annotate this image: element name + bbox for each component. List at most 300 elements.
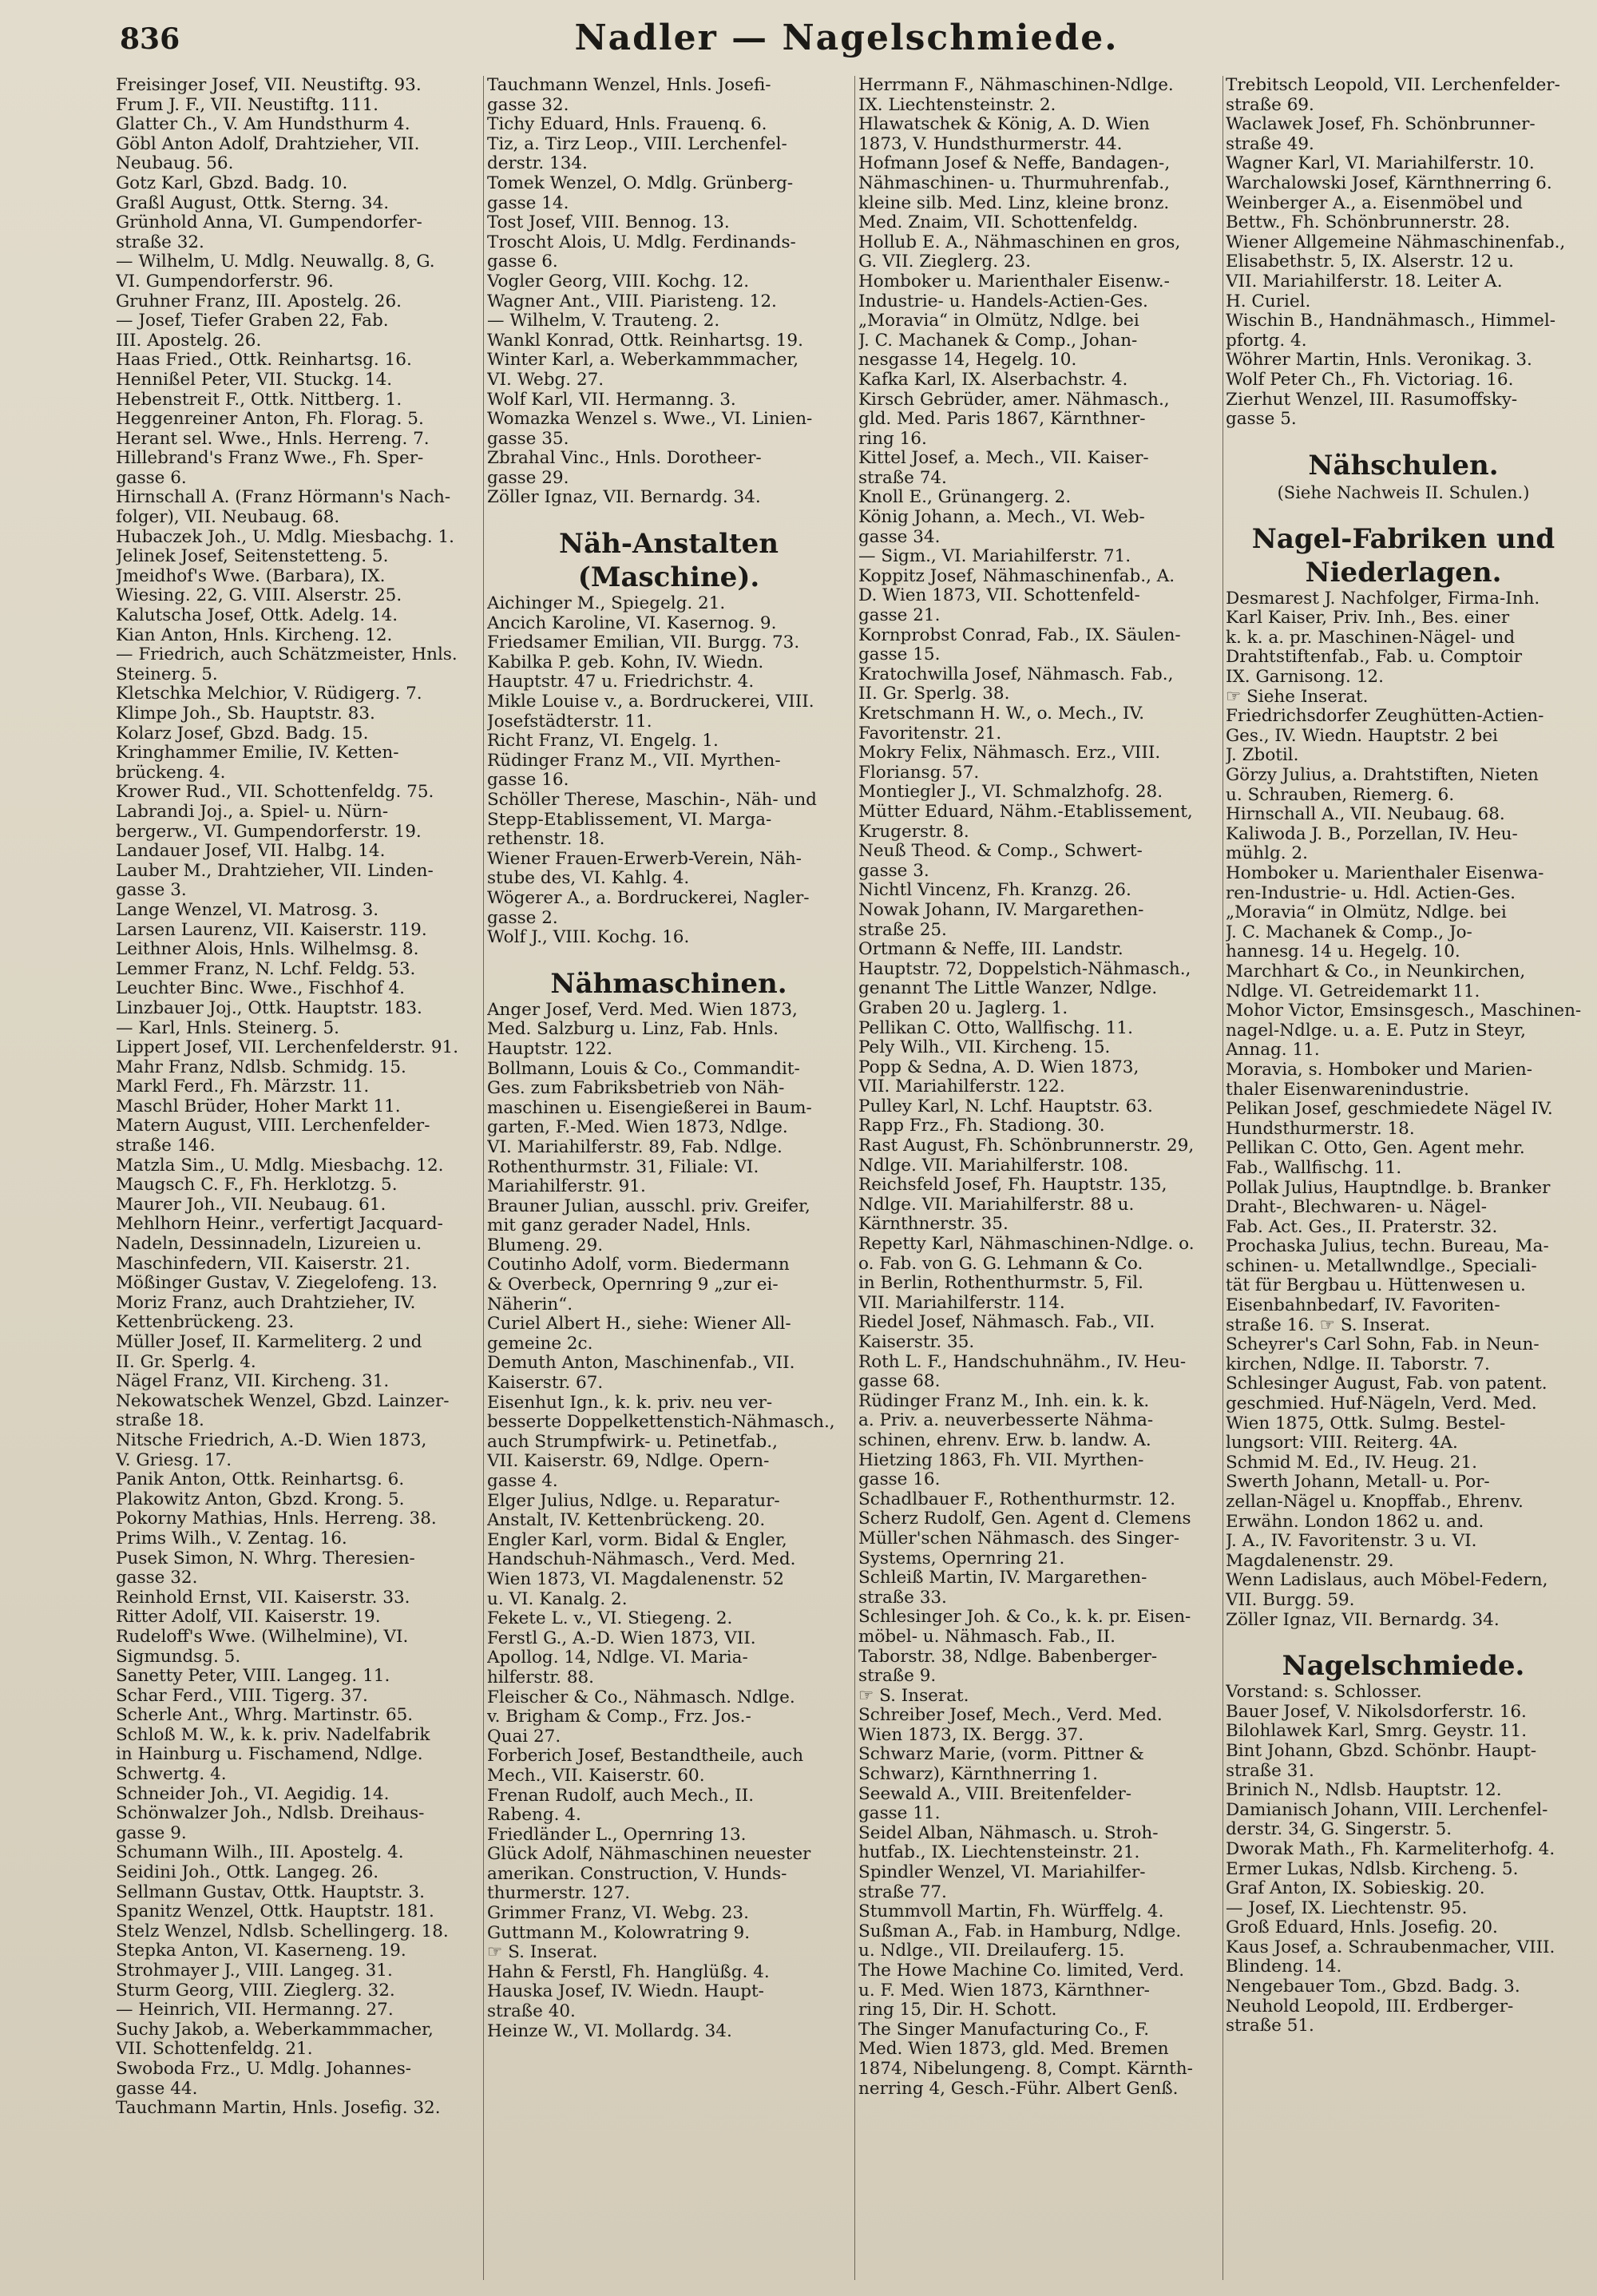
directory-entry-line: gasse 2. — [487, 908, 558, 928]
directory-entry-line: gasse 6. — [487, 252, 558, 272]
directory-entry-line: Kratochwilla Josef, Nähmasch. Fab., — [858, 664, 1174, 684]
directory-entry-line: ring 15, Dir. H. Schott. — [858, 2001, 1057, 2020]
directory-entry-line: VI. Webg. 27. — [487, 370, 604, 390]
directory-entry-line: Demuth Anton, Maschinenfab., VII. — [487, 1354, 795, 1374]
directory-entry-line: Reichsfeld Josef, Fh. Hauptstr. 135, — [858, 1176, 1167, 1196]
directory-entry-line: Taborstr. 38, Ndlge. Babenberger- — [858, 1647, 1158, 1667]
directory-entry-line: Graßl August, Ottk. Sterng. 34. — [116, 193, 390, 213]
directory-entry-line: Seewald A., VIII. Breitenfelder- — [858, 1784, 1132, 1804]
directory-entry-line: Plakowitz Anton, Gbzd. Krong. 5. — [116, 1489, 405, 1509]
directory-entry-line: Nengebauer Tom., Gbzd. Badg. 3. — [1226, 1977, 1520, 1997]
directory-entry-line: Swoboda Frz., U. Mdlg. Johannes- — [116, 2059, 412, 2079]
directory-entry-line: Stepp-Etablissement, VI. Marga- — [487, 810, 772, 830]
section-heading: Nagelschmiede. — [1282, 1650, 1525, 1683]
directory-entry-line: straße 33. — [858, 1588, 947, 1608]
directory-entry-line: bergerw., VI. Gumpendorferstr. 19. — [116, 822, 422, 842]
directory-entry-line: gasse 32. — [487, 95, 569, 115]
directory-entry-line: Müller'schen Nähmasch. des Singer- — [858, 1529, 1179, 1549]
directory-entry-line: Homboker u. Marienthaler Eisenwa- — [1226, 864, 1544, 883]
directory-entry-line: Industrie- u. Handels-Actien-Ges. — [858, 291, 1148, 311]
directory-entry-line: Wenn Ladislaus, auch Möbel-Federn, — [1226, 1571, 1548, 1591]
directory-entry-line: J. A., IV. Favoritenstr. 3 u. VI. — [1226, 1532, 1477, 1552]
directory-entry-line: Ndlge. VI. Getreidemarkt 11. — [1226, 981, 1480, 1001]
directory-entry-line: 1873, V. Hundsthurmerstr. 44. — [858, 134, 1123, 154]
directory-entry-line: Spanitz Wenzel, Ottk. Hauptstr. 181. — [116, 1902, 434, 1922]
directory-entry-line: VI. Mariahilferstr. 89, Fab. Ndlge. — [487, 1137, 783, 1157]
directory-entry-line: genannt The Little Wanzer, Ndlge. — [858, 979, 1158, 999]
directory-entry-line: Grünhold Anna, VI. Gumpendorfer- — [116, 213, 422, 233]
directory-entry-line: Glatter Ch., V. Am Hundsthurm 4. — [116, 115, 410, 135]
directory-entry-line: Engler Karl, vorm. Bidal & Engler, — [487, 1530, 787, 1550]
directory-entry-line: Knoll E., Grünangerg. 2. — [858, 488, 1072, 508]
directory-entry-line: Krugerstr. 8. — [858, 822, 969, 842]
directory-entry-line: Moravia, s. Homboker und Marien- — [1226, 1060, 1533, 1080]
directory-entry-line: Herrmann F., Nähmaschinen-Ndlge. — [858, 76, 1174, 95]
directory-entry-line: 1874, Nibelungeng. 8, Compt. Kärnth- — [858, 2059, 1193, 2079]
directory-entry-line: Näherin“. — [487, 1295, 573, 1315]
directory-entry-line: Friedländer L., Opernring 13. — [487, 1825, 747, 1845]
directory-entry-line: Drahtstiftenfab., Fab. u. Comptoir — [1226, 648, 1523, 668]
directory-entry-line: Wien 1873, VI. Magdalenenstr. 52 — [487, 1569, 784, 1589]
directory-entry-line: Dworak Math., Fh. Karmeliterhofg. 4. — [1226, 1839, 1555, 1859]
directory-entry-line: Schwarz), Kärnthnerring 1. — [858, 1765, 1098, 1785]
directory-entry-line: Maurer Joh., VII. Neubaug. 61. — [116, 1195, 386, 1215]
directory-entry-line: Rast August, Fh. Schönbrunnerstr. 29, — [858, 1136, 1195, 1156]
directory-entry-line: Vogler Georg, VIII. Kochg. 12. — [487, 272, 750, 291]
directory-entry-line: Kringhammer Emilie, IV. Ketten- — [116, 744, 399, 763]
directory-entry-line: in Berlin, Rothenthurmstr. 5, Fil. — [858, 1274, 1143, 1294]
directory-entry-line: Ermer Lukas, Ndlsb. Kircheng. 5. — [1226, 1859, 1519, 1879]
directory-entry-line: Zierhut Wenzel, III. Rasumoffsky- — [1226, 390, 1518, 410]
directory-entry-line: Hauptstr. 47 u. Friedrichstr. 4. — [487, 672, 755, 692]
directory-entry-line: Hauptstr. 72, Doppelstich-Nähmasch., — [858, 959, 1191, 979]
directory-entry-line: Erwähn. London 1862 u. and. — [1226, 1512, 1484, 1532]
directory-entry-line: Brauner Julian, ausschl. priv. Greifer, — [487, 1196, 810, 1216]
directory-entry-line: Moriz Franz, auch Drahtzieher, IV. — [116, 1293, 416, 1313]
directory-entry-line: Haas Fried., Ottk. Reinhartsg. 16. — [116, 351, 412, 371]
directory-entry-line: Magdalenenstr. 29. — [1226, 1551, 1394, 1571]
section-note: (Siehe Nachweis II. Schulen.) — [1277, 482, 1530, 502]
directory-entry-line: gasse 35. — [487, 429, 569, 449]
column-3 — [858, 76, 1222, 2280]
directory-entry-line: Richt Franz, VI. Engelg. 1. — [487, 732, 719, 751]
directory-entry-line: straße 77. — [858, 1882, 947, 1902]
directory-entry-line: Maugsch C. F., Fh. Herklotzg. 5. — [116, 1176, 398, 1196]
directory-entry-line: Eisenhut Ign., k. k. priv. neu ver- — [487, 1393, 773, 1413]
directory-entry-line: Kaiserstr. 35. — [858, 1333, 975, 1352]
directory-entry-line: Lauber M., Drahtzieher, VII. Linden- — [116, 861, 434, 881]
directory-entry-line: Hirnschall A., VII. Neubaug. 68. — [1226, 805, 1505, 825]
directory-entry-line: Blindeng. 14. — [1226, 1957, 1342, 1977]
directory-entry-line: Bettw., Fh. Schönbrunnerstr. 28. — [1226, 213, 1511, 233]
directory-entry-line: Schwarz Marie, (vorm. Pittner & — [858, 1745, 1144, 1765]
directory-entry-line: Forberich Josef, Bestandtheile, auch — [487, 1747, 804, 1767]
directory-columns — [116, 76, 1581, 2280]
section-heading: Nähschulen. — [1308, 449, 1499, 482]
directory-entry-line: derstr. 134. — [487, 154, 588, 174]
directory-entry-line: Frum J. F., VII. Neustiftg. 111. — [116, 95, 378, 115]
directory-entry-line: Wiener Frauen-Erwerb-Verein, Näh- — [487, 849, 802, 869]
directory-entry-line: Seidini Joh., Ottk. Langeg. 26. — [116, 1863, 379, 1883]
directory-entry-line: Wöhrer Martin, Hnls. Veronikag. 3. — [1226, 351, 1532, 371]
directory-entry-line: Tauchmann Martin, Hnls. Josefig. 32. — [116, 2099, 441, 2119]
directory-entry-line: Ancich Karoline, VI. Kasernog. 9. — [487, 613, 777, 633]
directory-entry-line: Ndlge. VII. Mariahilferstr. 108. — [858, 1156, 1129, 1176]
directory-entry-line: D. Wien 1873, VII. Schottenfeld- — [858, 586, 1140, 606]
directory-entry-line: Draht-, Blechwaren- u. Nägel- — [1226, 1198, 1487, 1218]
directory-entry-line: Anstalt, IV. Kettenbrückeng. 20. — [487, 1511, 766, 1531]
directory-entry-line: Wagner Ant., VIII. Piaristeng. 12. — [487, 291, 777, 311]
directory-entry-line: Groß Eduard, Hnls. Josefig. 20. — [1226, 1918, 1498, 1938]
directory-entry-line: Neubaug. 56. — [116, 154, 234, 174]
directory-entry-line: Freisinger Josef, VII. Neustiftg. 93. — [116, 76, 422, 95]
directory-entry-line: Larsen Laurenz, VII. Kaiserstr. 119. — [116, 920, 427, 940]
directory-entry-line: Hennißel Peter, VII. Stuckg. 14. — [116, 370, 393, 390]
directory-entry-line: Schumann Wilh., III. Apostelg. 4. — [116, 1843, 404, 1863]
directory-entry-line: o. Fab. von G. G. Lehmann & Co. — [858, 1254, 1143, 1274]
directory-entry-line: — Wilhelm, U. Mdlg. Neuwallg. 8, G. — [116, 252, 435, 272]
directory-entry-line: Med. Znaim, VII. Schottenfeldg. — [858, 213, 1139, 233]
directory-entry-line: — Josef, Tiefer Graben 22, Fab. — [116, 311, 389, 331]
directory-entry-line: — Friedrich, auch Schätzmeister, Hnls. — [116, 645, 458, 665]
directory-entry-line: Maschinfedern, VII. Kaiserstr. 21. — [116, 1254, 410, 1274]
directory-entry-line: Friedrichsdorfer Zeughütten-Actien- — [1226, 707, 1544, 727]
directory-entry-line: Fekete L. v., VI. Stiegeng. 2. — [487, 1609, 733, 1629]
directory-entry-line: Scherz Rudolf, Gen. Agent d. Clemens — [858, 1509, 1191, 1529]
directory-entry-line: VII. Mariahilferstr. 114. — [858, 1293, 1065, 1313]
directory-entry-line: Mikle Louise v., a. Bordruckerei, VIII. — [487, 692, 814, 712]
directory-entry-line: Nekowatschek Wenzel, Gbzd. Lainzer- — [116, 1391, 450, 1411]
column-divider — [483, 76, 484, 2280]
directory-entry-line: Kornprobst Conrad, Fab., IX. Säulen- — [858, 625, 1181, 645]
directory-entry-line: garten, F.-Med. Wien 1873, Ndlge. — [487, 1118, 788, 1138]
directory-entry-line: rethenstr. 18. — [487, 830, 605, 850]
directory-entry-line: Stelz Wenzel, Ndlsb. Schellingerg. 18. — [116, 1921, 449, 1941]
directory-entry-line: II. Gr. Sperlg. 4. — [116, 1352, 256, 1372]
directory-entry-line: Nähmaschinen- u. Thurmuhrenfab., — [858, 173, 1170, 193]
directory-entry-line: Pellikan C. Otto, Wallfischg. 11. — [858, 1018, 1133, 1038]
directory-entry-line: Nitsche Friedrich, A.-D. Wien 1873, — [116, 1430, 427, 1450]
directory-entry-line: Fab. Act. Ges., II. Praterstr. 32. — [1226, 1217, 1498, 1237]
directory-entry-line: Tichy Eduard, Hnls. Frauenq. 6. — [487, 115, 767, 135]
directory-entry-line: Graben 20 u. Jaglerg. 1. — [858, 998, 1068, 1018]
directory-entry-line: Schlesinger August, Fab. von patent. — [1226, 1374, 1547, 1394]
directory-entry-line: Pollak Julius, Hauptndlge. b. Branker — [1226, 1178, 1551, 1198]
directory-entry-line: Rabeng. 4. — [487, 1806, 581, 1826]
directory-entry-line: gld. Med. Paris 1867, Kärnthner- — [858, 410, 1146, 430]
directory-entry-line: Kärnthnerstr. 35. — [858, 1215, 1009, 1235]
directory-entry-line: Apollog. 14, Ndlge. VI. Maria- — [487, 1648, 748, 1668]
directory-entry-line: Leuchter Binc. Wwe., Fischhof 4. — [116, 979, 405, 999]
directory-entry-line: Koppitz Josef, Nähmaschinenfab., A. — [858, 566, 1175, 586]
directory-entry-line: ☞ Siehe Inserat. — [1226, 687, 1369, 707]
directory-entry-line: VII. Mariahilferstr. 18. Leiter A. — [1226, 272, 1503, 291]
directory-entry-line: k. k. a. pr. Maschinen-Nägel- und — [1226, 628, 1516, 648]
directory-entry-line: straße 31. — [1226, 1761, 1314, 1781]
directory-entry-line: amerikan. Construction, V. Hunds- — [487, 1864, 787, 1884]
directory-entry-line: hutfab., IX. Liechtensteinstr. 21. — [858, 1843, 1140, 1863]
directory-entry-line: J. Zbotil. — [1226, 746, 1299, 766]
directory-entry-line: Pelikan Josef, geschmiedete Nägel IV. — [1226, 1100, 1553, 1120]
directory-entry-line: & Overbeck, Opernring 9 „zur ei- — [487, 1275, 779, 1295]
directory-entry-line: Homboker u. Marienthaler Eisenw.- — [858, 272, 1170, 291]
directory-entry-line: Kalutscha Josef, Ottk. Adelg. 14. — [116, 606, 398, 626]
directory-entry-line: Stepka Anton, VI. Kaserneng. 19. — [116, 1941, 406, 1961]
directory-entry-line: König Johann, a. Mech., VI. Web- — [858, 508, 1145, 528]
directory-entry-line: Sellmann Gustav, Ottk. Hauptstr. 3. — [116, 1882, 425, 1902]
directory-entry-line: Hirnschall A. (Franz Hörmann's Nach- — [116, 488, 451, 508]
directory-entry-line: Warchalowski Josef, Kärnthnerring 6. — [1226, 173, 1552, 193]
directory-entry-line: Bollmann, Louis & Co., Commandit- — [487, 1059, 800, 1079]
directory-entry-line: Troscht Alois, U. Mdlg. Ferdinands- — [487, 232, 796, 252]
directory-entry-line: Matzla Sim., U. Mdlg. Miesbachg. 12. — [116, 1156, 444, 1176]
directory-entry-line: Lemmer Franz, N. Lchf. Feldg. 53. — [116, 959, 416, 979]
directory-entry-line: Krower Rud., VII. Schottenfeldg. 75. — [116, 783, 434, 803]
directory-entry-line: u. Schrauben, Riemerg. 6. — [1226, 785, 1455, 805]
directory-entry-line: Suchy Jakob, a. Weberkammmacher, — [116, 2020, 434, 2040]
directory-entry-line: Floriansg. 57. — [858, 763, 980, 783]
directory-entry-line: Schwertg. 4. — [116, 1765, 227, 1785]
directory-entry-line: straße 146. — [116, 1136, 216, 1156]
directory-entry-line: Pokorny Mathias, Hnls. Herreng. 38. — [116, 1509, 437, 1529]
directory-entry-line: gemeine 2c. — [487, 1334, 593, 1354]
directory-entry-line: gasse 11. — [858, 1804, 941, 1824]
directory-entry-line: Stummvoll Martin, Fh. Würffelg. 4. — [858, 1902, 1164, 1922]
directory-entry-line: Vorstand: s. Schlosser. — [1226, 1683, 1422, 1703]
directory-entry-line: VII. Burgg. 59. — [1226, 1590, 1355, 1610]
directory-entry-line: gasse 44. — [116, 2079, 198, 2099]
directory-entry-line: Hebenstreit F., Ottk. Nittberg. 1. — [116, 390, 402, 410]
directory-entry-line: VI. Gumpendorferstr. 96. — [116, 272, 334, 291]
directory-entry-line: Waclawek Josef, Fh. Schönbrunner- — [1226, 115, 1536, 135]
directory-entry-line: Herant sel. Wwe., Hnls. Herreng. 7. — [116, 429, 430, 449]
directory-entry-line: Schar Ferd., VIII. Tigerg. 37. — [116, 1686, 368, 1706]
directory-entry-line: gasse 68. — [858, 1372, 941, 1392]
directory-entry-line: Görzy Julius, a. Drahtstiften, Nieten — [1226, 766, 1539, 786]
directory-entry-line: gasse 5. — [1226, 410, 1297, 430]
directory-entry-line: Curiel Albert H., siehe: Wiener All- — [487, 1315, 791, 1334]
directory-entry-line: Wolf Peter Ch., Fh. Victoriag. 16. — [1226, 370, 1514, 390]
directory-entry-line: Anger Josef, Verd. Med. Wien 1873, — [487, 1000, 798, 1020]
directory-entry-line: Kittel Josef, a. Mech., VII. Kaiser- — [858, 449, 1149, 469]
directory-entry-line: Mahr Franz, Ndlsb. Schmidg. 15. — [116, 1057, 406, 1077]
directory-entry-line: Trebitsch Leopold, VII. Lerchenfelder- — [1226, 76, 1560, 95]
directory-entry-line: Wien 1875, Ottk. Sulmg. Bestel- — [1226, 1414, 1506, 1434]
directory-entry-line: Hofmann Josef & Neffe, Bandagen-, — [858, 154, 1171, 174]
directory-entry-line: Scherle Ant., Whrg. Martinstr. 65. — [116, 1706, 414, 1726]
directory-entry-line: Ortmann & Neffe, III. Landstr. — [858, 940, 1123, 960]
directory-entry-line: Tauchmann Wenzel, Hnls. Josefi- — [487, 76, 771, 95]
directory-entry-line: VII. Mariahilferstr. 122. — [858, 1077, 1065, 1097]
directory-entry-line: Ges., IV. Wiedn. Hauptstr. 2 bei — [1226, 726, 1498, 746]
directory-entry-line: „Moravia“ in Olmütz, Ndlge. bei — [1226, 903, 1507, 923]
directory-entry-line: Kaus Josef, a. Schraubenmacher, VIII. — [1226, 1937, 1555, 1957]
directory-entry-line: Quai 27. — [487, 1727, 561, 1747]
directory-entry-line: III. Apostelg. 26. — [116, 331, 262, 351]
directory-entry-line: Sigmundsg. 5. — [116, 1647, 241, 1667]
directory-entry-line: Montiegler J., VI. Schmalzhofg. 28. — [858, 783, 1163, 803]
directory-entry-line: mühlg. 2. — [1226, 844, 1308, 864]
directory-entry-line: a. Priv. a. neuverbesserte Nähma- — [858, 1411, 1154, 1431]
directory-entry-line: Mütter Eduard, Nähm.-Etablissement, — [858, 802, 1193, 822]
directory-entry-line: Pellikan C. Otto, Gen. Agent mehr. — [1226, 1139, 1525, 1159]
directory-entry-line: Tomek Wenzel, O. Mdlg. Grünberg- — [487, 173, 794, 193]
directory-entry-line: IX. Garnisong. 12. — [1226, 668, 1384, 688]
directory-entry-line: Pusek Simon, N. Whrg. Theresien- — [116, 1549, 415, 1568]
page-header — [120, 18, 1573, 65]
directory-entry-line: gasse 3. — [116, 881, 187, 901]
directory-entry-line: Jmeidhof's Wwe. (Barbara), IX. — [116, 566, 386, 586]
directory-entry-line: straße 49. — [1226, 134, 1314, 154]
directory-entry-line: Schlesinger Joh. & Co., k. k. pr. Eisen- — [858, 1608, 1191, 1628]
directory-entry-line: Wien 1873, IX. Bergg. 37. — [858, 1725, 1084, 1745]
directory-entry-line: möbel- u. Nähmasch. Fab., II. — [858, 1627, 1116, 1647]
column-1 — [116, 76, 479, 2280]
directory-entry-line: straße 25. — [858, 920, 947, 940]
directory-entry-line: J. C. Machanek & Comp., Jo- — [1226, 922, 1472, 942]
directory-entry-line: Pely Wilh., VII. Kircheng. 15. — [858, 1038, 1111, 1058]
directory-entry-line: Hauska Josef, IV. Wiedn. Haupt- — [487, 1982, 764, 2002]
directory-entry-line: Hahn & Ferstl, Fh. Hanglüßg. 4. — [487, 1962, 770, 1982]
directory-entry-line: Markl Ferd., Fh. Märzstr. 11. — [116, 1077, 370, 1097]
column-divider — [854, 76, 855, 2280]
directory-entry-line: geschmied. Huf-Nägeln, Verd. Med. — [1226, 1394, 1537, 1414]
directory-entry-line: Fab., Wallfischg. 11. — [1226, 1158, 1402, 1178]
directory-entry-line: Mech., VII. Kaiserstr. 60. — [487, 1766, 705, 1786]
directory-entry-line: auch Strumpfwirk- u. Petinetfab., — [487, 1432, 778, 1452]
directory-entry-line: Pulley Karl, N. Lchf. Hauptstr. 63. — [858, 1096, 1153, 1116]
directory-entry-line: gasse 9. — [116, 1823, 187, 1843]
directory-entry-line: straße 18. — [116, 1411, 204, 1431]
directory-entry-line: Hubaczek Joh., U. Mdlg. Miesbachg. 1. — [116, 527, 455, 547]
directory-entry-line: Schloß M. W., k. k. priv. Nadelfabrik — [116, 1725, 430, 1745]
directory-entry-line: Labrandi Joj., a. Spiel- u. Nürn- — [116, 802, 389, 822]
directory-entry-line: gasse 15. — [858, 645, 941, 665]
directory-entry-line: Heinze W., VI. Mollardg. 34. — [487, 2021, 732, 2041]
directory-entry-line: u. VI. Kanalg. 2. — [487, 1589, 628, 1609]
directory-entry-line: Elisabethstr. 5, IX. Alserstr. 12 u. — [1226, 252, 1514, 272]
directory-entry-line: Sußman A., Fab. in Hamburg, Ndlge. — [858, 1921, 1182, 1941]
directory-entry-line: maschinen u. Eisengießerei in Baum- — [487, 1098, 812, 1118]
directory-entry-line: VII. Kaiserstr. 69, Ndlge. Opern- — [487, 1452, 770, 1472]
directory-entry-line: Frenan Rudolf, auch Mech., II. — [487, 1786, 755, 1806]
directory-entry-line: Schreiber Josef, Mech., Verd. Med. — [858, 1706, 1163, 1726]
directory-entry-line: — Karl, Hnls. Steinerg. 5. — [116, 1018, 339, 1038]
directory-entry-line: Mehlhorn Heinr., verfertigt Jacquard- — [116, 1215, 443, 1235]
directory-entry-line: The Singer Manufacturing Co., F. — [858, 2020, 1150, 2040]
directory-entry-line: Göbl Anton Adolf, Drahtzieher, VII. — [116, 134, 420, 154]
directory-entry-line: — Josef, IX. Liechtenstr. 95. — [1226, 1898, 1468, 1918]
directory-entry-line: Prims Wilh., V. Zentag. 16. — [116, 1529, 347, 1549]
directory-entry-line: Hollub E. A., Nähmaschinen en gros, — [858, 232, 1181, 252]
directory-entry-line: gasse 16. — [487, 771, 569, 791]
directory-entry-line: ring 16. — [858, 429, 927, 449]
directory-entry-line: Grimmer Franz, VI. Webg. 23. — [487, 1904, 749, 1924]
directory-entry-line: u. Ndlge., VII. Dreilauferg. 15. — [858, 1941, 1125, 1961]
directory-entry-line: in Hainburg u. Fischamend, Ndlge. — [116, 1745, 423, 1765]
directory-entry-line: gasse 16. — [858, 1470, 941, 1490]
directory-entry-line: Klimpe Joh., Sb. Hauptstr. 83. — [116, 704, 375, 724]
directory-entry-line: Kettenbrückeng. 23. — [116, 1313, 295, 1333]
column-2 — [487, 76, 850, 2280]
section-heading: Näh-Anstalten (Maschine). — [559, 528, 779, 594]
directory-entry-line: Leithner Alois, Hnls. Wilhelmsg. 8. — [116, 940, 419, 960]
directory-entry-line: V. Griesg. 17. — [116, 1450, 232, 1470]
directory-entry-line: Rüdinger Franz M., VII. Myrthen- — [487, 751, 781, 771]
directory-entry-line: nesgasse 14, Hegelg. 10. — [858, 351, 1077, 371]
directory-entry-line: — Wilhelm, V. Trauteng. 2. — [487, 311, 720, 331]
directory-entry-line: Guttmann M., Kolowratring 9. — [487, 1923, 751, 1943]
directory-entry-line: — Sigm., VI. Mariahilferstr. 71. — [858, 547, 1131, 567]
directory-entry-line: Lippert Josef, VII. Lerchenfelderstr. 91. — [116, 1038, 459, 1058]
directory-entry-line: Ndlge. VII. Mariahilferstr. 88 u. — [858, 1195, 1135, 1215]
directory-entry-line: schinen- u. Metallwndlge., Speciali- — [1226, 1256, 1537, 1276]
directory-entry-line: Annag. 11. — [1226, 1041, 1320, 1061]
directory-entry-line: Elger Julius, Ndlge. u. Reparatur- — [487, 1491, 780, 1511]
directory-entry-line: Schönwalzer Joh., Ndlsb. Dreihaus- — [116, 1804, 425, 1824]
directory-entry-line: straße 74. — [858, 468, 947, 488]
directory-entry-line: zellan-Nägel u. Knopffab., Ehrenv. — [1226, 1493, 1524, 1512]
directory-entry-line: derstr. 34, G. Singerstr. 5. — [1226, 1820, 1452, 1840]
directory-entry-line: Mößinger Gustav, V. Ziegelofeng. 13. — [116, 1274, 438, 1294]
directory-entry-line: kirchen, Ndlge. II. Taborstr. 7. — [1226, 1354, 1490, 1374]
directory-entry-line: Kabilka P. geb. Kohn, IV. Wiedn. — [487, 652, 764, 672]
directory-entry-line: Glück Adolf, Nähmaschinen neuester — [487, 1845, 811, 1865]
directory-entry-line: Kafka Karl, IX. Alserbachstr. 4. — [858, 370, 1128, 390]
directory-entry-line: Blumeng. 29. — [487, 1235, 604, 1255]
directory-entry-line: Kirsch Gebrüder, amer. Nähmasch., — [858, 390, 1170, 410]
directory-entry-line: Friedsamer Emilian, VII. Burgg. 73. — [487, 633, 800, 653]
directory-entry-line: Rudeloff's Wwe. (Wilhelmine), VI. — [116, 1627, 409, 1647]
directory-entry-line: Nadeln, Dessinnadeln, Lizureien u. — [116, 1235, 422, 1255]
directory-entry-line: Müller Josef, II. Karmeliterg. 2 und — [116, 1333, 422, 1352]
directory-entry-line: gasse 32. — [116, 1568, 198, 1588]
directory-entry-line: Zöller Ignaz, VII. Bernardg. 34. — [487, 488, 761, 508]
directory-entry-line: Weinberger A., a. Eisenmöbel und — [1226, 193, 1523, 213]
directory-entry-line: Hillebrand's Franz Wwe., Fh. Sper- — [116, 449, 424, 469]
directory-entry-line: Brinich N., Ndlsb. Hauptstr. 12. — [1226, 1781, 1502, 1801]
section-heading: Nähmaschinen. — [550, 967, 787, 1000]
directory-entry-line: Tiz, a. Tirz Leop., VIII. Lerchenfel- — [487, 134, 787, 154]
directory-entry-line: Sturm Georg, VIII. Zieglerg. 32. — [116, 1981, 395, 2001]
directory-entry-line: Schleiß Martin, IV. Margarethen- — [858, 1568, 1147, 1588]
directory-entry-line: Mohor Victor, Emsinsgesch., Maschinen- — [1226, 1001, 1581, 1021]
directory-entry-line: Schadlbauer F., Rothenthurmstr. 12. — [858, 1489, 1176, 1509]
directory-entry-line: Karl Kaiser, Priv. Inh., Bes. einer — [1226, 609, 1510, 629]
directory-entry-line: Seidel Alban, Nähmasch. u. Stroh- — [858, 1823, 1159, 1843]
directory-entry-line: Reinhold Ernst, VII. Kaiserstr. 33. — [116, 1588, 410, 1608]
directory-entry-line: Hauptstr. 122. — [487, 1039, 612, 1059]
directory-entry-line: Coutinho Adolf, vorm. Biedermann — [487, 1255, 790, 1275]
directory-entry-line: Jelinek Josef, Seitenstetteng. 5. — [116, 547, 389, 567]
directory-entry-line: brückeng. 4. — [116, 763, 226, 783]
directory-entry-line: Fleischer & Co., Nähmasch. Ndlge. — [487, 1687, 795, 1707]
directory-entry-line: Desmarest J. Nachfolger, Firma-Inh. — [1226, 589, 1540, 609]
directory-entry-line: Handschuh-Nähmasch., Verd. Med. — [487, 1550, 796, 1570]
directory-entry-line: Kletschka Melchior, V. Rüdigerg. 7. — [116, 684, 422, 704]
directory-entry-line: ☞ S. Inserat. — [487, 1943, 598, 1963]
directory-entry-line: Maschl Brüder, Hoher Markt 11. — [116, 1096, 401, 1116]
directory-entry-line: Hietzing 1863, Fh. VII. Myrthen- — [858, 1450, 1144, 1470]
directory-entry-line: straße 9. — [858, 1667, 937, 1687]
directory-entry-line: Tost Josef, VIII. Bennog. 13. — [487, 213, 730, 233]
directory-entry-line: Gruhner Franz, III. Apostelg. 26. — [116, 291, 402, 311]
directory-entry-line: Swerth Johann, Metall- u. Por- — [1226, 1473, 1490, 1493]
directory-entry-line: G. VII. Zieglerg. 23. — [858, 252, 1032, 272]
directory-entry-line: nagel-Ndlge. u. a. E. Putz in Steyr, — [1226, 1021, 1526, 1041]
directory-entry-line: Matern August, VIII. Lerchenfelder- — [116, 1116, 430, 1136]
directory-entry-line: straße 16. ☞ S. Inserat. — [1226, 1315, 1431, 1335]
